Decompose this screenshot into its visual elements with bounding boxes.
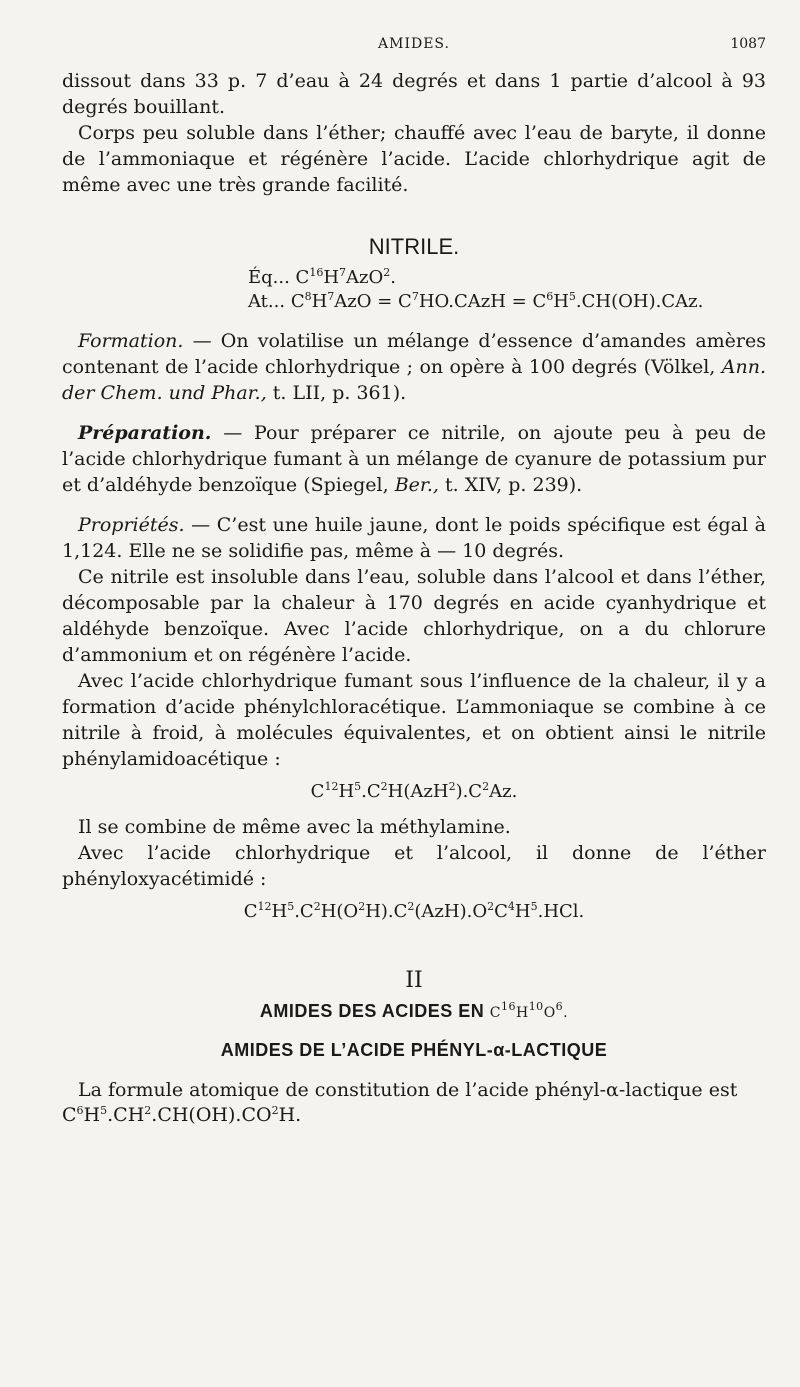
text-run: — Pour préparer ce nitrile, on ajoute peu à peu de l’acide chlorhydrique fumant à un mélange de cyanure de potassium pur et d’aldéhyde benzoïque (Spiegel, — [62, 422, 766, 496]
paragraph-properties — [62, 512, 766, 564]
text-run: — C’est une huile jaune, dont le poids spécifique est égal à 1,124. Elle ne se solidifie pas, même à — 10 degrés. — [62, 514, 766, 562]
formula-oxyacetimide: $C^{12}H^5.C^2H(O^2H).C^2(AzH).O^2C^4H^5.HCl$. — [243, 900, 585, 922]
paragraph-formula: La formule atomique de constitution de l’acide phényl-α-lactique est — [78, 1079, 738, 1101]
citation: Ann. der Chem. und Phar., — [62, 356, 766, 404]
paragraph-properties-3: Avec l’acide chlorhydrique fumant sous l’influence de la chaleur, il y a formation d’acide phénylchloracétique. L’ammoniaque se combine à ce nitrile à froid, à molécules équivalentes, et on obtient ainsi le nitrile phénylamidoacétique : — [62, 670, 766, 770]
text-run: — On volatilise un mélange d’essence d’amandes amères contenant de l’acide chlorhydrique ; on opère à 100 degrés (Völkel, — [62, 330, 766, 378]
paragraph-continuation: dissout dans 33 p. 7 d’eau à 24 degrés et dans 1 partie d’alcool à 93 degrés bouillant. — [62, 70, 766, 118]
paragraph-properties-4: Il se combine de même avec la méthylamine. — [78, 816, 511, 838]
page-number: 1087 — [730, 36, 766, 52]
text-run: t. LII, p. 361). — [266, 382, 407, 404]
section-heading — [62, 1001, 766, 1022]
formula-phenyllactic: $C^6H^5.CH^2.CH(OH).CO^2H$. — [62, 1104, 302, 1126]
label-preparation: Préparation. — [78, 422, 212, 444]
section-heading-formula: $C^{16}H^{10}O^6$. — [489, 1000, 569, 1021]
sub-heading: AMIDES DE L’ACIDE PHÉNYL-α-LACTIQUE — [220, 1040, 608, 1060]
page-body — [62, 68, 766, 1127]
section-numeral: II — [405, 968, 423, 993]
formula-label: Éq... — [248, 267, 290, 288]
formula-amidoacetic: $C^{12}H^5.C^2H(AzH^2).C^2Az$. — [310, 780, 518, 802]
label-properties: Propriétés. — [78, 514, 185, 536]
formula-label: At... — [248, 291, 286, 312]
paragraph-formation — [62, 328, 766, 406]
formula-equivalent: Éq... $C^{16}H^7AzO^2$. — [248, 266, 397, 288]
paragraph-preparation — [62, 420, 766, 498]
paragraph-properties-2: Ce nitrile est insoluble dans l’eau, soluble dans l’alcool et dans l’éther, décomposable par la chaleur à 170 degrés en acide cyanhydrique et aldéhyde benzoïque. Avec l’acide chlorhydrique, on a du chlorure d’ammonium et on régénère l’acide. — [62, 566, 766, 666]
nitrile-heading: NITRILE. — [368, 234, 460, 259]
formula-atomic: At... $C^8H^7AzO$ = $C^7HO.CAzH = C^6H^5.CH(OH).CAz$. — [248, 290, 704, 312]
section-heading-text: AMIDES DES ACIDES EN — [259, 1001, 485, 1021]
running-header — [62, 36, 766, 56]
paragraph-properties-5: Avec l’acide chlorhydrique et l’alcool, il donne de l’éther phényloxyacétimidé : — [62, 842, 766, 890]
header-title: AMIDES. — [378, 36, 450, 52]
citation: Ber., — [394, 474, 439, 496]
paragraph-solubility: Corps peu soluble dans l’éther; chauffé avec l’eau de baryte, il donne de l’ammoniaque et régénère l’acide. L’acide chlorhydrique agit de même avec une très grande facilité. — [62, 122, 766, 196]
text-run: t. XIV, p. 239). — [438, 474, 583, 496]
label-formation: Formation. — [78, 330, 184, 352]
